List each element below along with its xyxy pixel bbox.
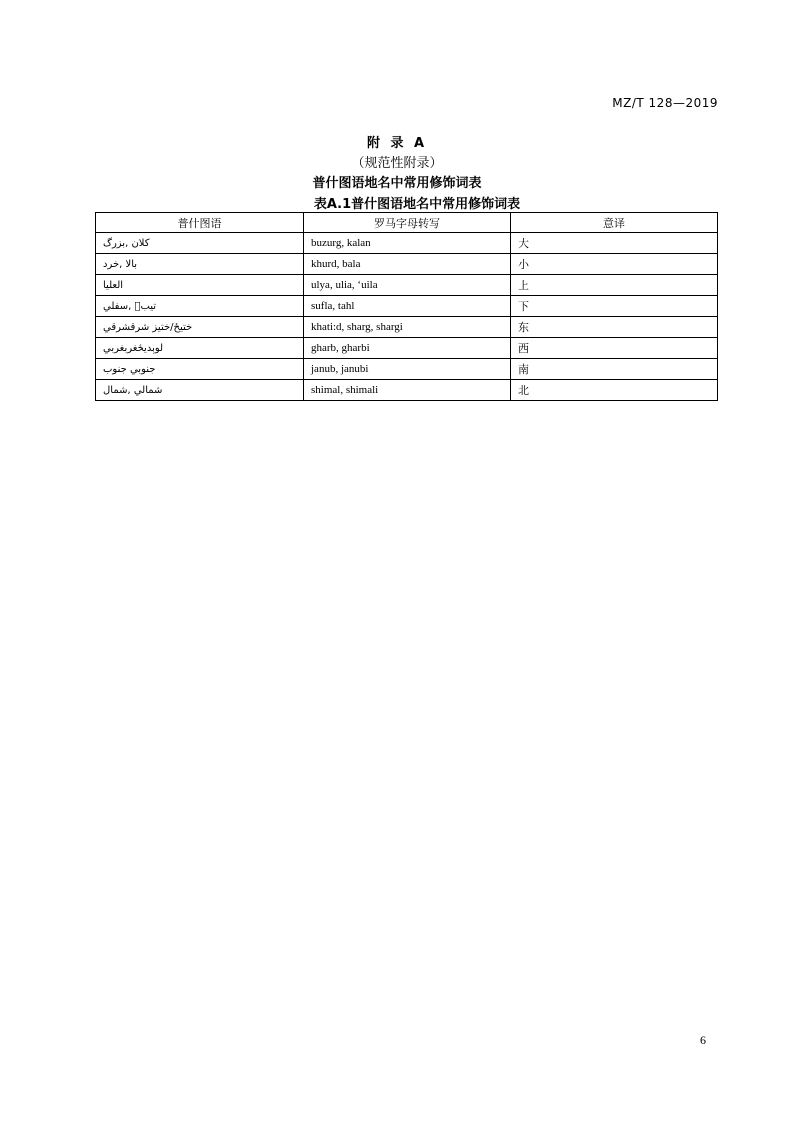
romanization-cell: buzurg, kalan (304, 233, 511, 254)
table-row (96, 380, 718, 401)
table-row (96, 296, 718, 317)
pashto-cell: ختيځ/ختيز شرقشرقي (96, 317, 304, 338)
modifier-terms-table (95, 212, 718, 401)
romanization-cell: khati:d, sharg, shargi (304, 317, 511, 338)
romanization-cell: gharb, gharbi (304, 338, 511, 359)
table-row (96, 275, 718, 296)
pashto-cell: لوېديځغربغربي (96, 338, 304, 359)
meaning-cell: 大 (511, 233, 718, 254)
pashto-cell: جنوبي جنوب (96, 359, 304, 380)
romanization-cell: shimal, shimali (304, 380, 511, 401)
pashto-cell: تيبٙ ,سفلي (96, 296, 304, 317)
meaning-cell: 南 (511, 359, 718, 380)
table-row (96, 317, 718, 338)
romanization-cell: janub, janubi (304, 359, 511, 380)
meaning-cell: 上 (511, 275, 718, 296)
romanization-cell: sufla, tahl (304, 296, 511, 317)
romanization-cell: khurd, bala (304, 254, 511, 275)
meaning-cell: 小 (511, 254, 718, 275)
appendix-title: 附 录 A (366, 136, 428, 151)
table-row (96, 359, 718, 380)
column-header-meaning: 意译 (511, 213, 718, 233)
table-header-row (96, 213, 718, 233)
meaning-cell: 下 (511, 296, 718, 317)
column-header-pashto: 普什图语 (96, 213, 304, 233)
meaning-cell: 北 (511, 380, 718, 401)
appendix-nature: （规范性附录） (351, 156, 443, 171)
meaning-cell: 西 (511, 338, 718, 359)
romanization-cell: ulya, ulia, ‘uila (304, 275, 511, 296)
table-row (96, 233, 718, 254)
pashto-cell: بالا ,خرد (96, 254, 304, 275)
pashto-cell: كلان ,بزرگ (96, 233, 304, 254)
table-caption: 表A.1普什图语地名中常用修饰词表 (313, 197, 521, 212)
appendix-subject: 普什图语地名中常用修饰词表 (312, 176, 482, 191)
pashto-cell: العليا (96, 275, 304, 296)
column-header-romanization: 罗马字母转写 (304, 213, 511, 233)
standard-code: MZ/T 128—2019 (612, 96, 718, 110)
page-number: 6 (700, 1033, 706, 1047)
pashto-cell: شمالي ,شمال (96, 380, 304, 401)
table-row (96, 254, 718, 275)
table-row (96, 338, 718, 359)
meaning-cell: 东 (511, 317, 718, 338)
